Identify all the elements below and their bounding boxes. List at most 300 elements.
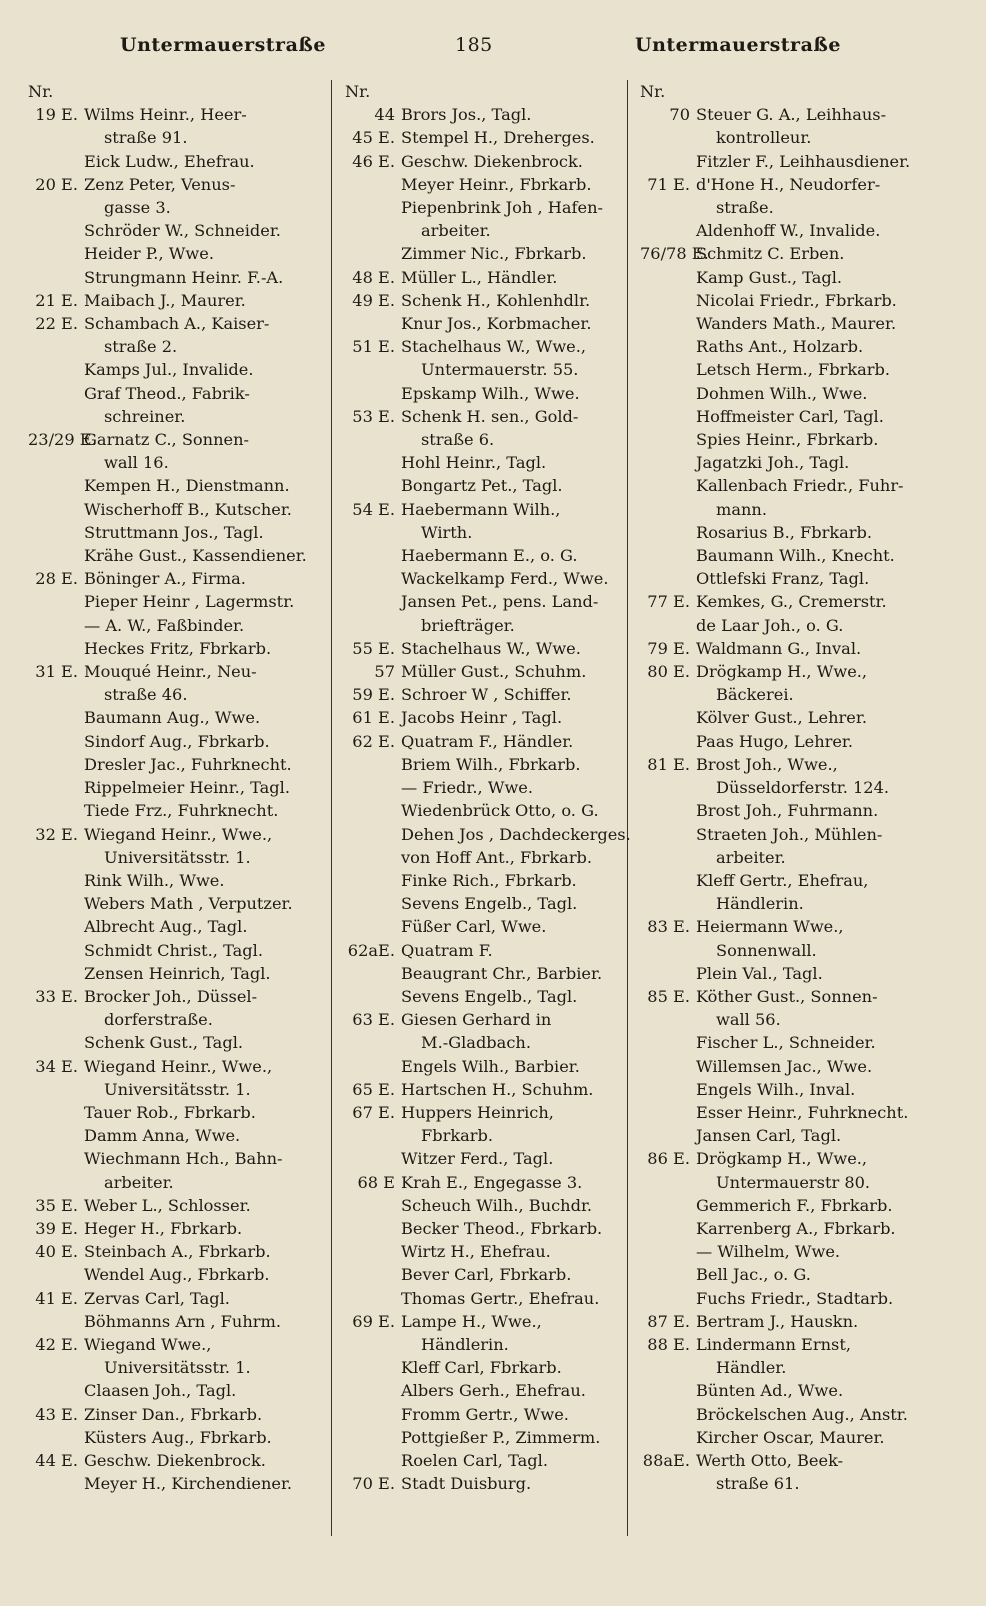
- resident-entry: — Wilhelm, Wwe.: [696, 1242, 841, 1262]
- directory-entry-line: [28, 753, 333, 776]
- directory-entry-line: [28, 451, 333, 474]
- resident-entry: Scheuch Wilh., Buchdr.: [401, 1195, 593, 1215]
- column-header: Nr.: [28, 82, 54, 101]
- resident-entry: Thomas Gertr., Ehefrau.: [401, 1288, 600, 1308]
- resident-entry: Meyer Heinr., Fbrkarb.: [401, 174, 592, 194]
- entry-continuation: Bäckerei.: [716, 685, 794, 705]
- directory-entry-line: [28, 173, 333, 196]
- directory-entry-line: [345, 173, 650, 196]
- entry-continuation: arbeiter.: [421, 221, 491, 241]
- directory-entry-line: [640, 1426, 960, 1449]
- house-number: 39 E.: [35, 1218, 78, 1238]
- directory-entry-line: [345, 521, 650, 544]
- directory-entry-line: [345, 428, 650, 451]
- directory-entry-line: [345, 1147, 650, 1170]
- directory-entry-line: [345, 892, 650, 915]
- resident-entry: Struttmann Jos., Tagl.: [84, 522, 264, 542]
- resident-entry: Kempen H., Dienstmann.: [84, 476, 290, 496]
- resident-entry: Kamps Jul., Invalide.: [84, 360, 254, 380]
- resident-entry: Geschw. Diekenbrock.: [84, 1450, 266, 1470]
- house-number: 88aE.: [642, 1450, 690, 1470]
- resident-entry: Schenk Gust., Tagl.: [84, 1033, 244, 1053]
- resident-entry: Schröder W., Schneider.: [84, 221, 281, 241]
- directory-entry-line: [28, 706, 333, 729]
- directory-entry-line: [28, 614, 333, 637]
- resident-entry: Kircher Oscar, Maurer.: [696, 1427, 885, 1447]
- resident-entry: Kallenbach Friedr., Fuhr-: [696, 476, 904, 496]
- directory-entry-line: [640, 219, 960, 242]
- resident-entry: Schenk H., Kohlenhdlr.: [401, 290, 591, 310]
- directory-entry-line: [28, 150, 333, 173]
- resident-entry: Maibach J., Maurer.: [84, 290, 246, 310]
- resident-entry: Albers Gerh., Ehefrau.: [401, 1381, 586, 1401]
- resident-entry: Hohl Heinr., Tagl.: [401, 453, 547, 473]
- directory-entry-line: [640, 776, 960, 799]
- directory-entry-line: [640, 1008, 960, 1031]
- resident-entry: Weber L., Schlosser.: [84, 1195, 251, 1215]
- resident-entry: — A. W., Faßbinder.: [84, 615, 245, 635]
- resident-entry: Geschw. Diekenbrock.: [401, 151, 583, 171]
- directory-entry-line: [345, 1031, 650, 1054]
- resident-entry: Jagatzki Joh., Tagl.: [696, 453, 850, 473]
- house-number: 35 E.: [35, 1195, 78, 1215]
- entry-continuation: Universitätsstr. 1.: [104, 1358, 251, 1378]
- directory-entry-line: [28, 1055, 333, 1078]
- house-number: 62aE.: [347, 940, 395, 960]
- resident-entry: Gemmerich F., Fbrkarb.: [696, 1195, 893, 1215]
- directory-entry-line: [640, 544, 960, 567]
- house-number: 57: [374, 662, 395, 682]
- directory-entry-line: [28, 846, 333, 869]
- resident-entry: Mouqué Heinr., Neu-: [84, 662, 257, 682]
- house-number: 51 E.: [352, 337, 395, 357]
- entry-continuation: Händler.: [716, 1358, 787, 1378]
- resident-entry: Schambach A., Kaiser-: [84, 314, 270, 334]
- directory-entry-line: [345, 196, 650, 219]
- directory-entry-line: [345, 962, 650, 985]
- house-number: 62 E.: [352, 731, 395, 751]
- entry-continuation: M.-Gladbach.: [421, 1033, 531, 1053]
- house-number: 23/29 E.: [28, 430, 97, 450]
- resident-entry: Webers Math , Verputzer.: [84, 894, 293, 914]
- directory-entry-line: [28, 1472, 333, 1495]
- directory-entry-line: [345, 1403, 650, 1426]
- directory-entry-line: [640, 1356, 960, 1379]
- directory-entry-line: [345, 1078, 650, 1101]
- resident-entry: Köther Gust., Sonnen-: [696, 986, 878, 1006]
- resident-entry: Quatram F., Händler.: [401, 731, 574, 751]
- directory-entry-line: [345, 1356, 650, 1379]
- house-number: 61 E.: [352, 708, 395, 728]
- directory-entry-line: [640, 382, 960, 405]
- house-number: 85 E.: [647, 986, 690, 1006]
- entry-continuation: briefträger.: [421, 615, 515, 635]
- resident-entry: Huppers Heinrich,: [401, 1102, 554, 1122]
- resident-entry: Bell Jac., o. G.: [696, 1265, 811, 1285]
- directory-entry-line: [640, 1287, 960, 1310]
- resident-entry: Böninger A., Firma.: [84, 569, 246, 589]
- entry-continuation: kontrolleur.: [716, 128, 812, 148]
- house-number: 76/78 E.: [640, 244, 709, 264]
- directory-entry-line: [28, 544, 333, 567]
- directory-entry-line: [28, 939, 333, 962]
- directory-entry-line: [28, 289, 333, 312]
- resident-entry: Nicolai Friedr., Fbrkarb.: [696, 290, 897, 310]
- entry-continuation: Händlerin.: [421, 1334, 509, 1354]
- column-3: [640, 80, 960, 1580]
- house-number: 55 E.: [352, 638, 395, 658]
- directory-entry-line: [345, 683, 650, 706]
- directory-entry-line: [640, 242, 960, 265]
- entry-continuation: Händlerin.: [716, 894, 804, 914]
- directory-entry-line: [640, 1171, 960, 1194]
- entry-continuation: Untermauerstr 80.: [716, 1172, 871, 1192]
- resident-entry: Stachelhaus W., Wwe.,: [401, 337, 587, 357]
- entry-continuation: gasse 3.: [104, 198, 171, 218]
- resident-entry: Baumann Wilh., Knecht.: [696, 546, 895, 566]
- resident-entry: Willemsen Jac., Wwe.: [696, 1056, 873, 1076]
- entry-continuation: Sonnenwall.: [716, 940, 817, 960]
- resident-entry: de Laar Joh., o. G.: [696, 615, 844, 635]
- resident-entry: Brors Jos., Tagl.: [401, 105, 532, 125]
- directory-entry-line: [640, 1217, 960, 1240]
- directory-entry-line: [640, 150, 960, 173]
- directory-entry-line: [345, 219, 650, 242]
- resident-entry: Zimmer Nic., Fbrkarb.: [401, 244, 587, 264]
- directory-entry-line: [640, 962, 960, 985]
- directory-entry-line: [28, 382, 333, 405]
- resident-entry: Becker Theod., Fbrkarb.: [401, 1218, 603, 1238]
- resident-entry: Lindermann Ernst,: [696, 1334, 851, 1354]
- directory-entry-line: [345, 939, 650, 962]
- house-number: 45 E.: [352, 128, 395, 148]
- directory-entry-line: [640, 1310, 960, 1333]
- directory-entry-line: [345, 498, 650, 521]
- directory-entry-line: [345, 590, 650, 613]
- directory-entry-line: [28, 1171, 333, 1194]
- directory-entry-line: [345, 1124, 650, 1147]
- house-number: 28 E.: [35, 569, 78, 589]
- resident-entry: Jacobs Heinr , Tagl.: [401, 708, 563, 728]
- directory-entry-line: [345, 103, 650, 126]
- resident-entry: Brocker Joh., Düssel-: [84, 986, 258, 1006]
- directory-entry-line: [345, 1310, 650, 1333]
- resident-entry: Schmitz C. Erben.: [696, 244, 845, 264]
- directory-entry-line: [640, 1263, 960, 1286]
- directory-entry-line: [345, 358, 650, 381]
- directory-entry-line: [345, 1449, 650, 1472]
- directory-entry-line: [640, 1403, 960, 1426]
- directory-entry-line: [345, 799, 650, 822]
- directory-entry-line: [28, 266, 333, 289]
- resident-entry: Wiegand Heinr., Wwe.,: [84, 824, 273, 844]
- resident-entry: Fischer L., Schneider.: [696, 1033, 876, 1053]
- directory-entry-line: [28, 1124, 333, 1147]
- directory-entry-line: [345, 1101, 650, 1124]
- resident-entry: Brost Joh., Fuhrmann.: [696, 801, 879, 821]
- directory-entry-line: [345, 753, 650, 776]
- directory-entry-line: [640, 312, 960, 335]
- directory-entry-line: [345, 451, 650, 474]
- directory-entry-line: [28, 1333, 333, 1356]
- resident-entry: Kleff Carl, Fbrkarb.: [401, 1358, 562, 1378]
- directory-entry-line: [345, 1240, 650, 1263]
- resident-entry: Damm Anna, Wwe.: [84, 1126, 241, 1146]
- directory-entry-line: [28, 335, 333, 358]
- directory-entry-line: [345, 1008, 650, 1031]
- directory-entry-line: [28, 1217, 333, 1240]
- house-number: 20 E.: [35, 174, 78, 194]
- directory-entry-line: [28, 962, 333, 985]
- resident-entry: Wilms Heinr., Heer-: [84, 105, 247, 125]
- resident-entry: Dresler Jac., Fuhrknecht.: [84, 754, 292, 774]
- directory-entry-line: [28, 312, 333, 335]
- directory-entry-line: [28, 521, 333, 544]
- resident-entry: Tauer Rob., Fbrkarb.: [84, 1102, 256, 1122]
- resident-entry: Wirtz H., Ehefrau.: [401, 1242, 551, 1262]
- directory-entry-line: [345, 405, 650, 428]
- entry-continuation: straße 61.: [716, 1474, 800, 1494]
- resident-entry: Garnatz C., Sonnen-: [84, 430, 249, 450]
- resident-entry: Heiermann Wwe.,: [696, 917, 844, 937]
- directory-entry-line: [640, 103, 960, 126]
- house-number: 43 E.: [35, 1404, 78, 1424]
- directory-entry-line: [28, 660, 333, 683]
- directory-entry-line: [28, 1240, 333, 1263]
- house-number: 87 E.: [647, 1311, 690, 1331]
- directory-entry-line: [28, 103, 333, 126]
- resident-entry: Rosarius B., Fbrkarb.: [696, 522, 873, 542]
- resident-entry: Fromm Gertr., Wwe.: [401, 1404, 569, 1424]
- resident-entry: Brost Joh., Wwe.,: [696, 754, 838, 774]
- resident-entry: Sevens Engelb., Tagl.: [401, 894, 578, 914]
- house-number: 42 E.: [35, 1334, 78, 1354]
- house-number: 88 E.: [647, 1334, 690, 1354]
- directory-entry-line: [345, 1171, 650, 1194]
- house-number: 44: [374, 105, 395, 125]
- resident-entry: Bünten Ad., Wwe.: [696, 1381, 844, 1401]
- directory-entry-line: [345, 312, 650, 335]
- directory-entry-line: [640, 869, 960, 892]
- directory-entry-line: [640, 173, 960, 196]
- resident-entry: Wiechmann Hch., Bahn-: [84, 1149, 283, 1169]
- resident-entry: Steinbach A., Fbrkarb.: [84, 1242, 271, 1262]
- directory-entry-line: [640, 1472, 960, 1495]
- directory-entry-line: [345, 985, 650, 1008]
- entry-continuation: straße 6.: [421, 430, 495, 450]
- resident-entry: Haebermann Wilh.,: [401, 499, 561, 519]
- house-number: 70: [669, 105, 690, 125]
- entry-continuation: arbeiter.: [104, 1172, 174, 1192]
- resident-entry: Wischerhoff B., Kutscher.: [84, 499, 292, 519]
- resident-entry: Tiede Frz., Fuhrknecht.: [84, 801, 279, 821]
- directory-entry-line: [345, 1472, 650, 1495]
- directory-entry-line: [28, 683, 333, 706]
- directory-entry-line: [28, 637, 333, 660]
- directory-entry-line: [28, 1078, 333, 1101]
- directory-entry-line: [640, 1147, 960, 1170]
- directory-entry-line: [28, 1403, 333, 1426]
- resident-entry: Lampe H., Wwe.,: [401, 1311, 542, 1331]
- directory-entry-line: [28, 799, 333, 822]
- directory-entry-line: [640, 451, 960, 474]
- resident-entry: Bever Carl, Fbrkarb.: [401, 1265, 572, 1285]
- resident-entry: Stadt Duisburg.: [401, 1474, 532, 1494]
- entry-continuation: wall 16.: [104, 453, 169, 473]
- resident-entry: Hoffmeister Carl, Tagl.: [696, 406, 884, 426]
- resident-entry: Wiegand Heinr., Wwe.,: [84, 1056, 273, 1076]
- resident-entry: Heider P., Wwe.: [84, 244, 214, 264]
- resident-entry: Ottlefski Franz, Tagl.: [696, 569, 870, 589]
- house-number: 33 E.: [35, 986, 78, 1006]
- entry-continuation: Düsseldorferstr. 124.: [716, 778, 890, 798]
- directory-entry-line: [28, 1008, 333, 1031]
- directory-entry-line: [640, 498, 960, 521]
- resident-entry: Esser Heinr., Fuhrknecht.: [696, 1102, 909, 1122]
- resident-entry: Schroer W , Schiffer.: [401, 685, 572, 705]
- entry-continuation: mann.: [716, 499, 767, 519]
- resident-entry: Wendel Aug., Fbrkarb.: [84, 1265, 270, 1285]
- directory-entry-line: [28, 1147, 333, 1170]
- directory-entry-line: [345, 126, 650, 149]
- resident-entry: Finke Rich., Fbrkarb.: [401, 870, 577, 890]
- house-number: 32 E.: [35, 824, 78, 844]
- directory-entry-line: [345, 382, 650, 405]
- directory-entry-line: [345, 1379, 650, 1402]
- directory-entry-line: [640, 590, 960, 613]
- resident-entry: Jansen Carl, Tagl.: [696, 1126, 842, 1146]
- directory-entry-line: [640, 289, 960, 312]
- resident-entry: Piepenbrink Joh , Hafen-: [401, 198, 604, 218]
- entry-continuation: arbeiter.: [716, 847, 786, 867]
- resident-entry: Pieper Heinr , Lagermstr.: [84, 592, 295, 612]
- directory-entry-line: [345, 846, 650, 869]
- house-number: 77 E.: [647, 592, 690, 612]
- column-2: [345, 80, 650, 1580]
- directory-entry-line: [345, 289, 650, 312]
- directory-entry-line: [640, 823, 960, 846]
- resident-entry: Bertram J., Hauskn.: [696, 1311, 859, 1331]
- house-number: 81 E.: [647, 754, 690, 774]
- house-number: 65 E.: [352, 1079, 395, 1099]
- directory-entry-line: [345, 1333, 650, 1356]
- directory-entry-line: [345, 823, 650, 846]
- directory-entry-line: [28, 219, 333, 242]
- house-number: 63 E.: [352, 1010, 395, 1030]
- resident-entry: Strungmann Heinr. F.-A.: [84, 267, 284, 287]
- directory-entry-line: [345, 660, 650, 683]
- resident-entry: Jansen Pet., pens. Land-: [401, 592, 599, 612]
- resident-entry: Dehen Jos , Dachdeckerges.: [401, 824, 631, 844]
- house-number: 31 E.: [35, 662, 78, 682]
- directory-entry-line: [345, 544, 650, 567]
- directory-entry-line: [640, 915, 960, 938]
- directory-entry-line: [28, 1310, 333, 1333]
- directory-entry-line: [640, 846, 960, 869]
- directory-entry-line: [640, 683, 960, 706]
- directory-entry-line: [345, 567, 650, 590]
- directory-entry-line: [28, 590, 333, 613]
- resident-entry: Wanders Math., Maurer.: [696, 314, 897, 334]
- directory-entry-line: [28, 915, 333, 938]
- resident-entry: Engels Wilh., Inval.: [696, 1079, 856, 1099]
- column-header: Nr.: [640, 82, 666, 101]
- directory-entry-line: [28, 567, 333, 590]
- resident-entry: Epskamp Wilh., Wwe.: [401, 383, 580, 403]
- entry-continuation: dorferstraße.: [104, 1010, 213, 1030]
- house-number: 59 E.: [352, 685, 395, 705]
- directory-entry-line: [28, 1194, 333, 1217]
- column-header: Nr.: [345, 82, 371, 101]
- resident-entry: Hartschen H., Schuhm.: [401, 1079, 594, 1099]
- house-number: 40 E.: [35, 1242, 78, 1262]
- resident-entry: d'Hone H., Neudorfer-: [696, 174, 881, 194]
- directory-entry-line: [28, 1356, 333, 1379]
- directory-entry-line: [28, 1449, 333, 1472]
- directory-entry-line: [345, 1287, 650, 1310]
- resident-entry: Kleff Gertr., Ehefrau,: [696, 870, 869, 890]
- resident-entry: Müller L., Händler.: [401, 267, 558, 287]
- directory-entry-line: [640, 1031, 960, 1054]
- directory-entry-line: [345, 776, 650, 799]
- resident-entry: Eick Ludw., Ehefrau.: [84, 151, 255, 171]
- directory-entry-line: [345, 637, 650, 660]
- resident-entry: Schmidt Christ., Tagl.: [84, 940, 263, 960]
- entry-continuation: schreiner.: [104, 406, 186, 426]
- resident-entry: Krähe Gust., Kassendiener.: [84, 546, 307, 566]
- resident-entry: Stempel H., Dreherges.: [401, 128, 595, 148]
- directory-entry-line: [640, 939, 960, 962]
- house-number: 19 E.: [35, 105, 78, 125]
- resident-entry: Füßer Carl, Wwe.: [401, 917, 547, 937]
- resident-entry: Steuer G. A., Leihhaus-: [696, 105, 887, 125]
- directory-entry-line: [640, 985, 960, 1008]
- entry-continuation: wall 56.: [716, 1010, 781, 1030]
- directory-entry-line: [640, 521, 960, 544]
- directory-entry-line: [640, 335, 960, 358]
- resident-entry: Werth Otto, Beek-: [696, 1450, 844, 1470]
- directory-entry-line: [28, 126, 333, 149]
- resident-entry: Letsch Herm., Fbrkarb.: [696, 360, 891, 380]
- house-number: 86 E.: [647, 1149, 690, 1169]
- entry-continuation: Universitätsstr. 1.: [104, 1079, 251, 1099]
- directory-entry-line: [345, 150, 650, 173]
- resident-entry: Giesen Gerhard in: [401, 1010, 552, 1030]
- resident-entry: Kölver Gust., Lehrer.: [696, 708, 867, 728]
- resident-entry: Bongartz Pet., Tagl.: [401, 476, 563, 496]
- directory-entry-line: [345, 242, 650, 265]
- directory-entry-line: [640, 1194, 960, 1217]
- directory-entry-line: [28, 428, 333, 451]
- directory-entry-line: [640, 637, 960, 660]
- entry-continuation: Universitätsstr. 1.: [104, 847, 251, 867]
- resident-entry: Zinser Dan., Fbrkarb.: [84, 1404, 263, 1424]
- resident-entry: Straeten Joh., Mühlen-: [696, 824, 883, 844]
- directory-entry-line: [640, 266, 960, 289]
- directory-entry-line: [640, 1078, 960, 1101]
- directory-entry-line: [345, 474, 650, 497]
- house-number: 79 E.: [647, 638, 690, 658]
- entry-continuation: straße.: [716, 198, 774, 218]
- directory-entry-line: [28, 1379, 333, 1402]
- house-number: 80 E.: [647, 662, 690, 682]
- directory-entry-line: [640, 1124, 960, 1147]
- entry-continuation: Untermauerstr. 55.: [421, 360, 579, 380]
- resident-entry: Kemkes, G., Cremerstr.: [696, 592, 887, 612]
- directory-entry-line: [640, 474, 960, 497]
- directory-entry-line: [640, 1449, 960, 1472]
- running-head-right: Untermauerstraße: [635, 34, 841, 56]
